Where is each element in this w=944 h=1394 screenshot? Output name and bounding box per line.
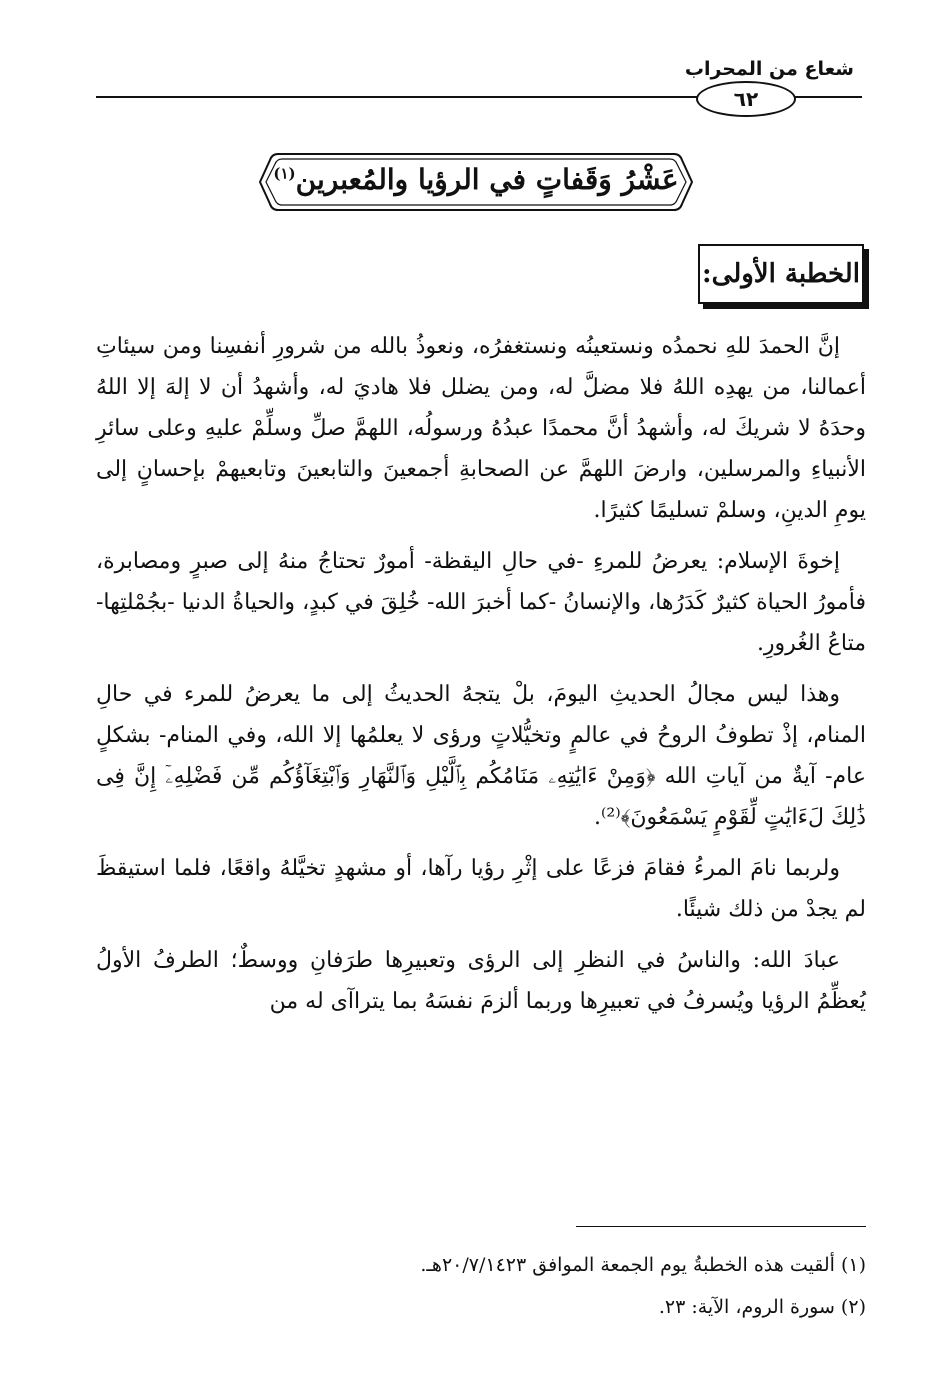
footnotes — [96, 1244, 866, 1328]
footnote-1: (١) ألقيت هذه الخطبةُ يوم الجمعة الموافق ٢٠/٧/١٤٢٣هـ. — [420, 1254, 866, 1276]
paragraph-wake: ولربما نامَ المرءُ فقامَ فزعًا على إثْرِ رؤيا رآها، أو مشهدٍ تخيَّلهُ واقعًا، فلما استيقظَ لم يجدْ من ذلك شيئًا. — [96, 856, 866, 922]
running-header-title: شعاع من المحراب — [684, 58, 854, 80]
page-number: ٦٢ — [696, 81, 796, 117]
chapter-title-text: عَشْرُ وَقَفاتٍ في الرؤيا والمُعبرين — [295, 163, 679, 196]
chapter-title — [256, 163, 696, 196]
chapter-title-frame — [256, 150, 696, 214]
body-text — [96, 326, 866, 1032]
paragraph-servants: عبادَ الله: والناسُ في النظرِ إلى الرؤى وتعبيرِها طرَفانِ ووسطٌ؛ الطرفُ الأولُ يُعظِّمُ الرؤيا ويُسرفُ في تعبيرِها وربما ألزمَ نفسَهُ بما يتراآى له من — [96, 948, 866, 1014]
section-heading: الخطبة الأولى: — [698, 244, 864, 304]
footnote-2: (٢) سورة الروم، الآية: ٢٣. — [658, 1296, 866, 1318]
paragraph-opening: إنَّ الحمدَ للهِ نحمدُه ونستعينُه ونستغفرُه، ونعوذُ بالله من شرورِ أنفسِنا ومن سيئاتِ أعمالنا، من يهدِه اللهُ فلا مضلَّ له، ومن يضلل فلا هاديَ له، وأشهدُ أن لا إلهَ إلا اللهُ وحدَهُ لا شريكَ له، وأشهدُ أنَّ محمدًا عبدُهُ ورسولُه، اللهمَّ صلِّ وسلِّمْ عليهِ وعلى سائرِ الأنبياءِ والمرسلين، وارضَ اللهمَّ عن الصحابةِ أجمعينَ والتابعينَ وتابعيهمْ بإحسانٍ إلى يومِ الدينِ، وسلمْ تسليمًا كثيرًا. — [96, 334, 866, 523]
paragraph-brothers: إخوةَ الإسلام: يعرضُ للمرءِ -في حالِ اليقظة- أمورٌ تحتاجُ منهُ إلى صبرٍ ومصابرة، فأمورُ الحياة كثيرٌ كَدَرُها، والإنسانُ -كما أخبرَ الله- خُلِقَ في كبدٍ، والحياةُ الدنيا -بجُمْلتِها- متاعُ الغُرورِ. — [96, 549, 866, 656]
paragraph-dreams: وهذا ليس مجالُ الحديثِ اليومَ، بلْ يتجهُ الحديثُ إلى ما يعرضُ للمرء في حالِ المنام، إذْ تطوفُ الروحُ في عالمٍ وتخيُّلاتٍ ورؤى لا يعلمُها إلا الله، وفي المنام- بشكلٍ عام- آيةٌ من آياتِ الله ﴿وَمِنْ ءَايَٰتِهِۦ مَنَامُكُم بِٱلَّيْلِ وَٱلنَّهَارِ وَٱبْتِغَآؤُكُم مِّن فَضْلِهِۦٓ إِنَّ فِى ذَٰلِكَ لَءَايَٰتٍ لِّقَوْمٍ يَسْمَعُونَ﴾⁽²⁾. — [96, 682, 866, 830]
chapter-footnote-marker: (١) — [273, 164, 296, 183]
footnote-rule — [576, 1226, 866, 1227]
